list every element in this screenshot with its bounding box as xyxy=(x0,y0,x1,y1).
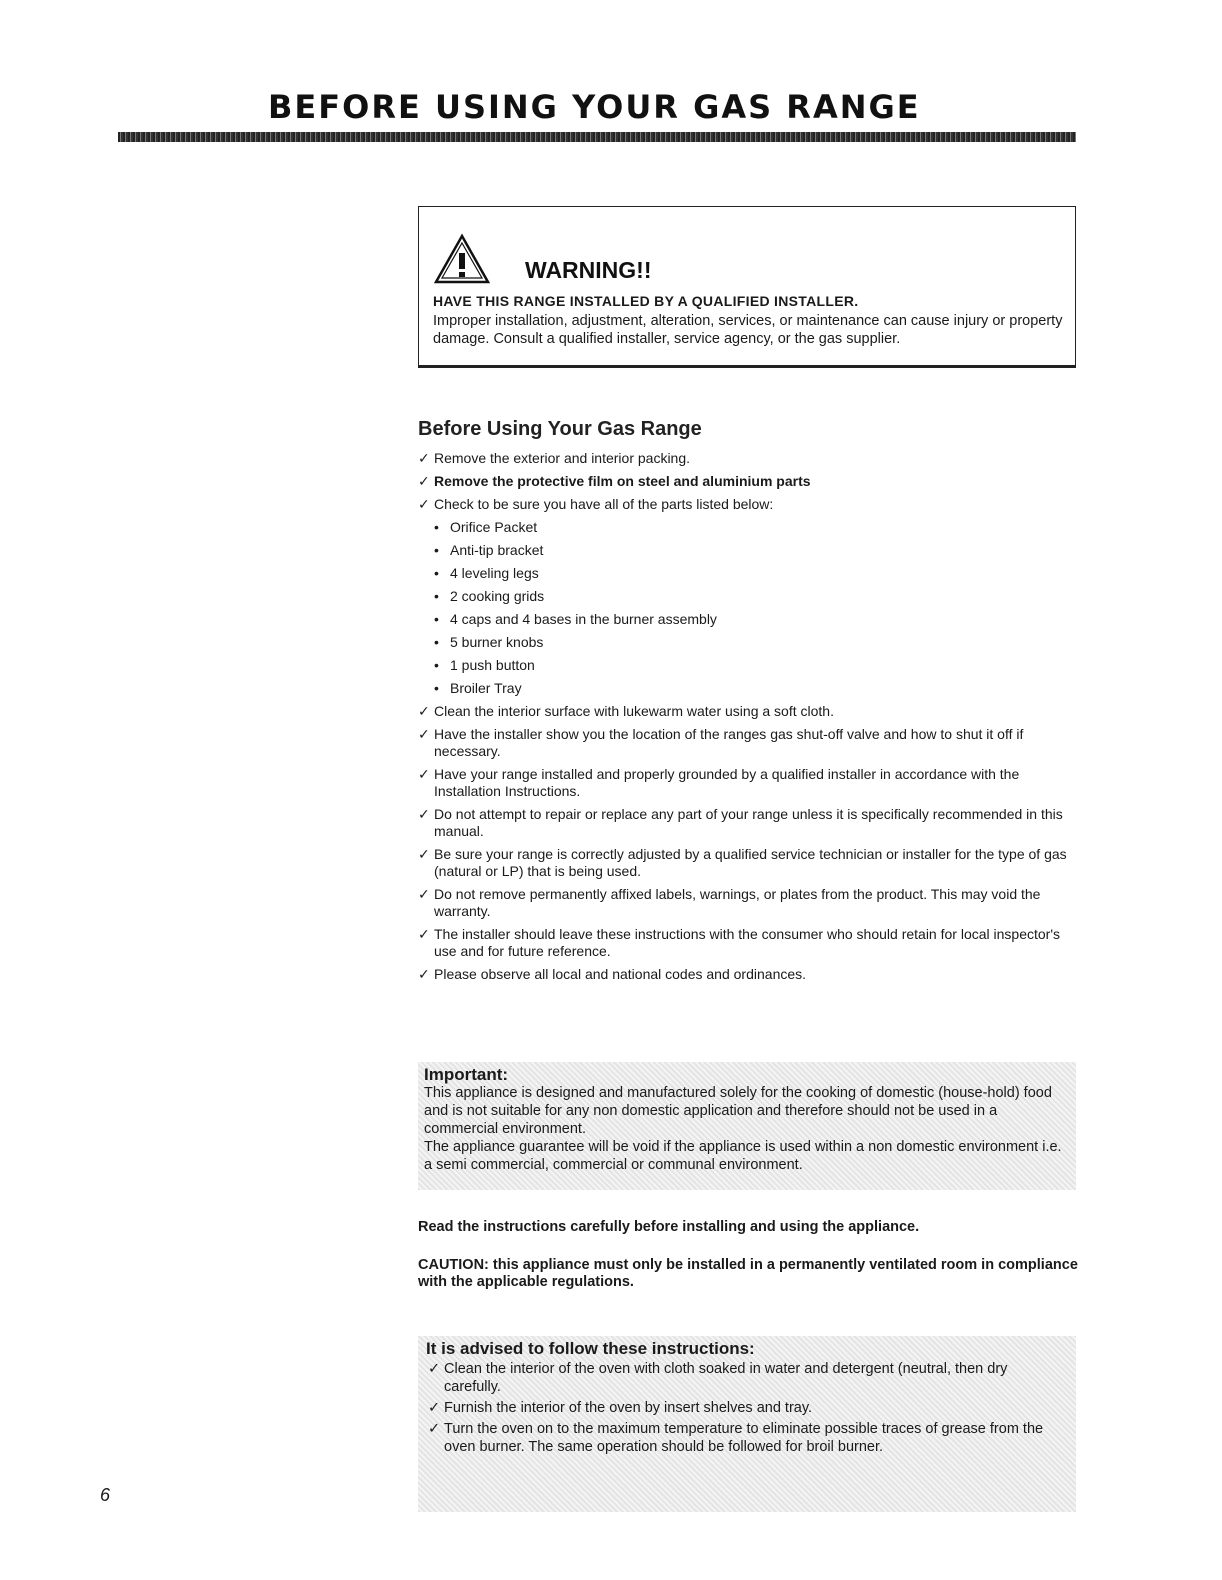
checkmark-icon: ✓ xyxy=(418,806,430,822)
part-item: • Broiler Tray xyxy=(434,680,522,696)
list-item: ✓ Remove the protective film on steel and aluminium parts xyxy=(418,473,811,489)
title-rule xyxy=(118,132,1076,142)
part-item: • 2 cooking grids xyxy=(434,588,545,604)
part-item: • 5 burner knobs xyxy=(434,634,544,650)
important-title: Important: xyxy=(424,1065,509,1084)
part-item: • 1 push button xyxy=(434,657,535,673)
checkmark-icon: ✓ xyxy=(418,846,430,862)
advised-title: It is advised to follow these instructions: xyxy=(426,1339,755,1358)
checkmark-icon: ✓ xyxy=(428,1361,441,1377)
list-item: ✓ Remove the exterior and interior packing. xyxy=(418,450,691,466)
checkmark-icon: ✓ xyxy=(418,450,430,466)
part-item: • 4 caps and 4 bases in the burner assembly xyxy=(434,611,717,627)
list-item: ✓ Please observe all local and national codes and ordinances. xyxy=(418,966,807,982)
advised-list xyxy=(418,1360,1068,1456)
warning-body: Improper installation, adjustment, alteration, services, or maintenance can cause injury or property damage. Consult a qualified installer, service agency, or the gas supplier. xyxy=(433,313,1063,347)
checkmark-icon: ✓ xyxy=(418,726,430,742)
important-text: The appliance guarantee will be void if the appliance is used within a non domestic environment i.e. a semi commercial, commercial or communal environment. xyxy=(424,1139,1062,1173)
checkmark-icon: ✓ xyxy=(418,496,430,512)
bullet-icon: • xyxy=(434,611,439,627)
parts-list xyxy=(434,519,1078,697)
page-title: BEFORE USING YOUR GAS RANGE xyxy=(268,88,921,126)
bullet-icon: • xyxy=(434,634,439,650)
checklist xyxy=(418,450,1078,989)
page-number: 6 xyxy=(100,1485,111,1505)
part-item: • Anti-tip bracket xyxy=(434,542,544,558)
checkmark-icon: ✓ xyxy=(418,926,430,942)
important-text: This appliance is designed and manufactured solely for the cooking of domestic (house-hold) food and is not suitable for any non domestic application and therefore should not be used in a commercial environment. xyxy=(424,1085,1052,1137)
list-item: ✓ Furnish the interior of the oven by insert shelves and tray. xyxy=(428,1400,813,1416)
list-item: ✓ Check to be sure you have all of the parts listed below: • Orifice Packet • Anti-tip bracket • 4 leveling legs • 2 cooking grids • 4 caps and 4 bases in the burner assembly • 5 burner knobs • 1 push button • Broiler Tray xyxy=(418,496,1078,697)
caution-note: CAUTION: this appliance must only be installed in a permanently ventilated room in compliance with the applicable regulations. xyxy=(418,1257,1078,1290)
warning-heading: HAVE THIS RANGE INSTALLED BY A QUALIFIED INSTALLER. xyxy=(433,293,859,309)
warning-box xyxy=(418,206,1076,368)
checkmark-icon: ✓ xyxy=(418,703,430,719)
part-item: • 4 leveling legs xyxy=(434,565,539,581)
bullet-icon: • xyxy=(434,519,439,535)
bullet-icon: • xyxy=(434,565,439,581)
list-item: ✓ Clean the interior of the oven with cloth soaked in water and detergent (neutral, then dry carefully. xyxy=(428,1361,1008,1395)
checkmark-icon: ✓ xyxy=(418,886,430,902)
list-item: ✓ Have the installer show you the location of the ranges gas shut-off valve and how to shut it off if necessary. xyxy=(418,726,1024,759)
advised-box xyxy=(418,1336,1076,1512)
warning-title: WARNING!! xyxy=(525,257,652,283)
list-item: ✓ Do not remove permanently affixed labels, warnings, or plates from the product. This may void the warranty. xyxy=(418,886,1041,919)
read-instructions-note: Read the instructions carefully before installing and using the appliance. xyxy=(418,1219,920,1235)
checkmark-icon: ✓ xyxy=(418,473,430,489)
list-item: ✓ Be sure your range is correctly adjusted by a qualified service technician or installer for the type of gas (natural or LP) that is being used. xyxy=(418,846,1067,879)
checkmark-icon: ✓ xyxy=(418,766,430,782)
checkmark-icon: ✓ xyxy=(418,966,430,982)
list-item: ✓ Have your range installed and properly grounded by a qualified installer in accordance with the Installation Instructions. xyxy=(418,766,1020,799)
list-item: ✓ The installer should leave these instructions with the consumer who should retain for local inspector's use and for future reference. xyxy=(418,926,1060,959)
list-item: ✓ Turn the oven on to the maximum temperature to eliminate possible traces of grease from the oven burner. The same operation should be followed for broil burner. xyxy=(428,1421,1044,1455)
bullet-icon: • xyxy=(434,542,439,558)
checkmark-icon: ✓ xyxy=(428,1400,441,1416)
part-item: • Orifice Packet xyxy=(434,519,538,535)
bullet-icon: • xyxy=(434,680,439,696)
important-box xyxy=(418,1062,1076,1190)
list-item: ✓ Clean the interior surface with lukewarm water using a soft cloth. xyxy=(418,703,834,719)
bullet-icon: • xyxy=(434,657,439,673)
bullet-icon: • xyxy=(434,588,439,604)
warning-triangle-icon xyxy=(433,233,491,285)
checkmark-icon: ✓ xyxy=(428,1421,441,1437)
section-title: Before Using Your Gas Range xyxy=(418,418,702,440)
list-item: ✓ Do not attempt to repair or replace any part of your range unless it is specifically recommended in this manual. xyxy=(418,806,1063,839)
